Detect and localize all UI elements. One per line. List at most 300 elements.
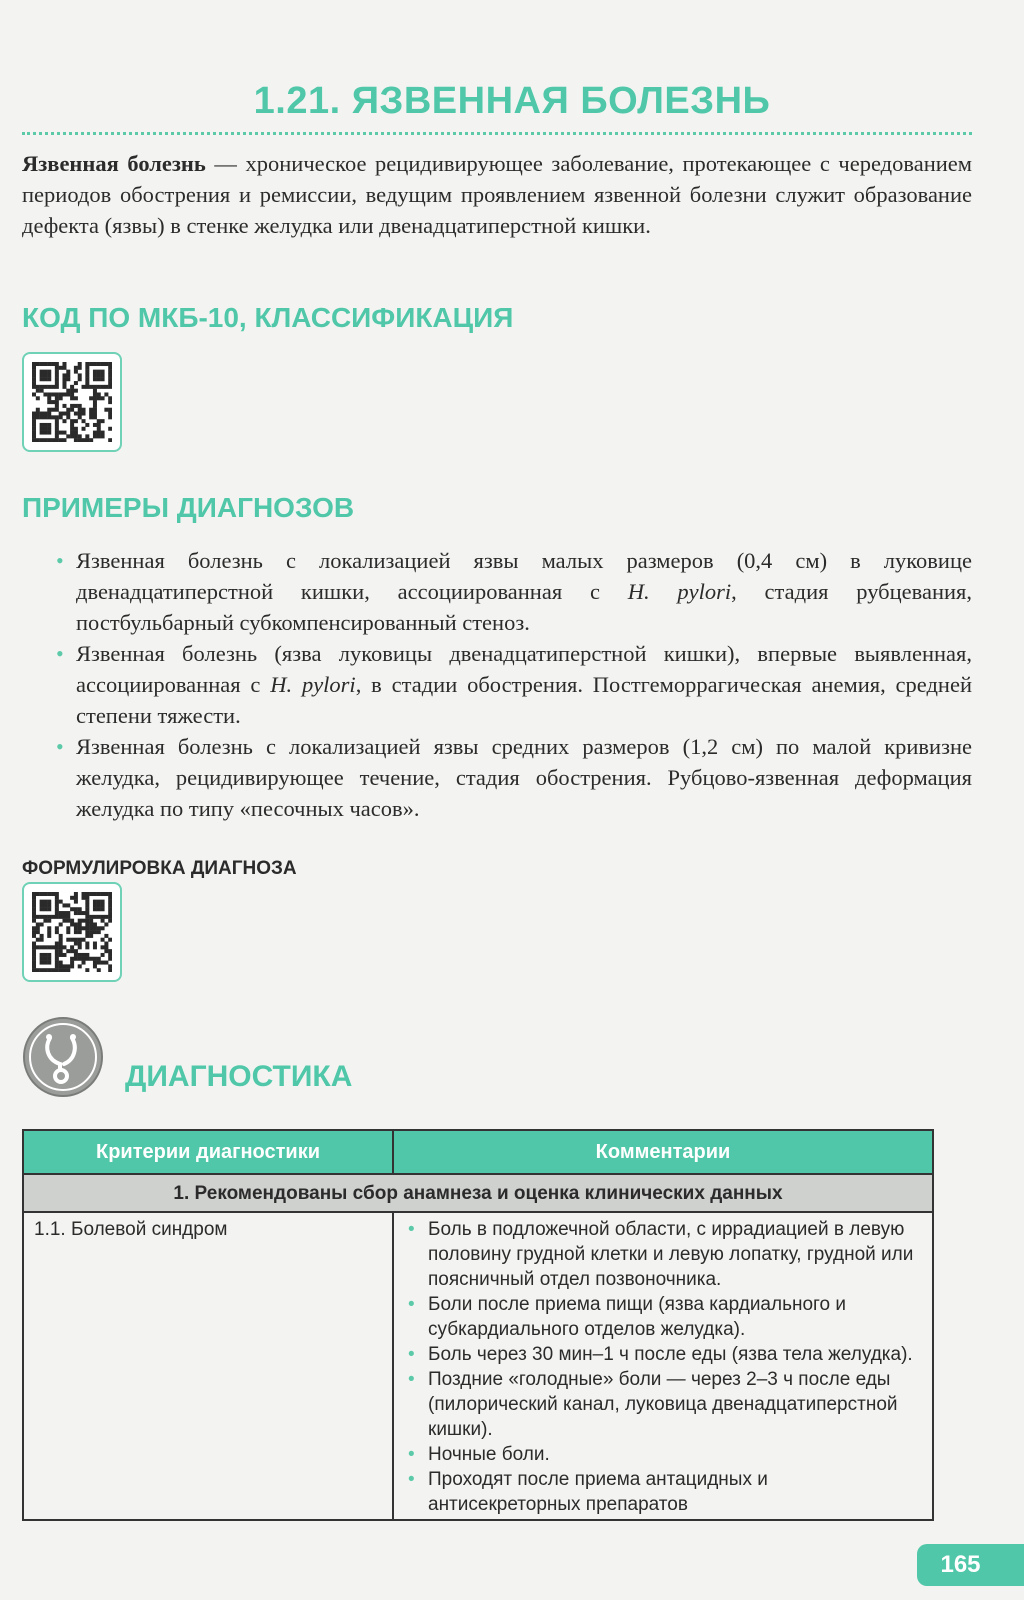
- qr-module: [85, 942, 89, 946]
- qr-module: [101, 892, 105, 896]
- qr-code-icon[interactable]: [22, 882, 122, 982]
- qr-module: [55, 408, 59, 412]
- qr-module: [74, 396, 78, 400]
- qr-module: [108, 968, 112, 972]
- qr-module: [93, 900, 97, 904]
- qr-module: [32, 366, 36, 370]
- diagnostics-table: [22, 1129, 934, 1521]
- qr-module: [104, 961, 108, 965]
- qr-module: [93, 434, 97, 438]
- qr-module: [59, 911, 63, 915]
- qr-module: [85, 438, 89, 442]
- qr-module: [101, 926, 105, 930]
- qr-module: [62, 945, 66, 949]
- qr-module: [70, 434, 74, 438]
- qr-module: [89, 930, 93, 934]
- comments-list: [404, 1217, 920, 1517]
- qr-module: [66, 919, 70, 923]
- qr-module: [97, 373, 101, 377]
- qr-module: [55, 907, 59, 911]
- qr-module: [66, 926, 70, 930]
- qr-module: [108, 366, 112, 370]
- qr-module: [104, 385, 108, 389]
- qr-module: [74, 404, 78, 408]
- qr-module: [43, 392, 47, 396]
- qr-module: [108, 408, 112, 412]
- qr-module: [70, 408, 74, 412]
- qr-module: [74, 892, 78, 896]
- qr-module: [55, 911, 59, 915]
- qr-module: [101, 915, 105, 919]
- qr-module: [93, 922, 97, 926]
- qr-module: [36, 389, 40, 393]
- qr-module: [85, 911, 89, 915]
- qr-module: [55, 900, 59, 904]
- qr-module: [108, 964, 112, 968]
- qr-module: [85, 953, 89, 957]
- qr-module: [89, 922, 93, 926]
- qr-module: [78, 362, 82, 366]
- qr-module: [85, 373, 89, 377]
- qr-module: [101, 373, 105, 377]
- qr-module: [40, 377, 44, 381]
- qr-module: [32, 953, 36, 957]
- qr-module: [108, 415, 112, 419]
- qr-module: [78, 373, 82, 377]
- qr-module: [62, 404, 66, 408]
- qr-module: [74, 427, 78, 431]
- qr-module: [55, 419, 59, 423]
- qr-module: [55, 423, 59, 427]
- qr-module: [59, 964, 63, 968]
- qr-module: [55, 949, 59, 953]
- qr-module: [51, 362, 55, 366]
- qr-module: [78, 408, 82, 412]
- qr-module: [108, 949, 112, 953]
- qr-module: [36, 968, 40, 972]
- qr-module: [85, 968, 89, 972]
- qr-module: [40, 961, 44, 965]
- qr-module: [108, 385, 112, 389]
- column-header-criteria: Критерии диагностики: [23, 1130, 393, 1174]
- qr-module: [43, 957, 47, 961]
- qr-module: [36, 930, 40, 934]
- qr-module: [93, 370, 97, 374]
- qr-module: [59, 438, 63, 442]
- qr-module: [32, 419, 36, 423]
- qr-module: [97, 957, 101, 961]
- qr-module: [74, 434, 78, 438]
- title-divider: [22, 132, 972, 135]
- qr-module: [74, 926, 78, 930]
- qr-module: [78, 366, 82, 370]
- qr-module: [59, 392, 63, 396]
- qr-module: [108, 900, 112, 904]
- qr-module: [82, 896, 86, 900]
- qr-module: [97, 968, 101, 972]
- qr-module: [108, 938, 112, 942]
- qr-module: [104, 915, 108, 919]
- qr-module: [85, 370, 89, 374]
- qr-module: [43, 961, 47, 965]
- qr-module: [55, 903, 59, 907]
- qr-module: [108, 919, 112, 923]
- qr-module: [74, 953, 78, 957]
- qr-module: [89, 396, 93, 400]
- qr-module: [36, 438, 40, 442]
- qr-module: [108, 370, 112, 374]
- qr-module: [47, 362, 51, 366]
- qr-module: [74, 896, 78, 900]
- qr-module: [40, 423, 44, 427]
- example-text-end: , в стадии обострения. Постгеморрагическая анемия, средней степени тяжести.: [76, 672, 972, 728]
- qr-module: [32, 942, 36, 946]
- qr-module: [93, 389, 97, 393]
- qr-module: [62, 953, 66, 957]
- qr-module: [74, 381, 78, 385]
- qr-module: [97, 396, 101, 400]
- qr-module: [47, 953, 51, 957]
- intro-text: — хроническое рецидивирующее заболевание, протекающее с чередованием периодов обострения и ремиссии, ведущим проявлением язвенной болезни служит образование дефекта (язвы) в стенке желудка или двенадцатиперстной кишки.: [22, 151, 972, 238]
- qr-module: [40, 922, 44, 926]
- qr-module: [82, 892, 86, 896]
- qr-module: [32, 968, 36, 972]
- qr-module: [74, 900, 78, 904]
- qr-module: [43, 385, 47, 389]
- qr-module: [32, 911, 36, 915]
- qr-module: [55, 896, 59, 900]
- qr-module: [43, 377, 47, 381]
- list-item: [22, 731, 972, 824]
- qr-module: [85, 915, 89, 919]
- qr-module: [97, 915, 101, 919]
- qr-module: [55, 961, 59, 965]
- qr-module: [55, 926, 59, 930]
- qr-module: [74, 419, 78, 423]
- qr-module: [97, 392, 101, 396]
- qr-module: [70, 957, 74, 961]
- qr-module: [62, 919, 66, 923]
- qr-module: [108, 903, 112, 907]
- list-item: • Проходят после приема антацидных и антисекреторных препаратов: [404, 1467, 920, 1517]
- qr-module: [93, 892, 97, 896]
- qr-module: [82, 938, 86, 942]
- qr-module: [47, 926, 51, 930]
- qr-module: [59, 949, 63, 953]
- qr-module: [51, 392, 55, 396]
- qr-module: [40, 892, 44, 896]
- qr-module: [108, 892, 112, 896]
- qr-module: [40, 438, 44, 442]
- qr-module: [97, 377, 101, 381]
- qr-module: [62, 385, 66, 389]
- qr-module: [89, 385, 93, 389]
- qr-module: [51, 915, 55, 919]
- qr-module: [93, 961, 97, 965]
- qr-code-icon[interactable]: [22, 352, 122, 452]
- intro-paragraph: [22, 148, 972, 241]
- qr-module: [108, 377, 112, 381]
- list-item: • Боль через 30 мин–1 ч после еды (язва тела желудка).: [404, 1342, 920, 1367]
- qr-module: [78, 438, 82, 442]
- qr-module: [43, 431, 47, 435]
- qr-module: [97, 907, 101, 911]
- qr-module: [66, 389, 70, 393]
- qr-module: [70, 389, 74, 393]
- qr-module: [32, 412, 36, 416]
- qr-module: [78, 907, 82, 911]
- qr-module: [104, 934, 108, 938]
- qr-module: [43, 919, 47, 923]
- qr-module: [70, 907, 74, 911]
- qr-module: [32, 362, 36, 366]
- qr-module: [62, 362, 66, 366]
- qr-module: [40, 957, 44, 961]
- qr-module: [59, 900, 63, 904]
- qr-module: [82, 385, 86, 389]
- qr-module: [93, 964, 97, 968]
- list-item: [22, 545, 972, 638]
- qr-module: [47, 385, 51, 389]
- qr-module: [97, 362, 101, 366]
- qr-module: [36, 915, 40, 919]
- qr-module: [40, 907, 44, 911]
- qr-module: [47, 968, 51, 972]
- qr-module: [70, 922, 74, 926]
- qr-module: [55, 431, 59, 435]
- qr-module: [55, 392, 59, 396]
- qr-module: [59, 938, 63, 942]
- qr-code-graphic: [32, 892, 112, 972]
- qr-module: [93, 404, 97, 408]
- qr-module: [55, 427, 59, 431]
- qr-module: [78, 942, 82, 946]
- qr-module: [97, 423, 101, 427]
- qr-module: [43, 415, 47, 419]
- qr-module: [101, 907, 105, 911]
- qr-module: [32, 392, 36, 396]
- qr-module: [82, 919, 86, 923]
- qr-module: [93, 362, 97, 366]
- qr-module: [47, 919, 51, 923]
- qr-module: [74, 370, 78, 374]
- section-row-label: 1. Рекомендованы сбор анамнеза и оценка клинических данных: [23, 1174, 933, 1212]
- qr-module: [47, 427, 51, 431]
- qr-module: [78, 945, 82, 949]
- qr-module: [104, 945, 108, 949]
- qr-module: [40, 370, 44, 374]
- qr-module: [59, 431, 63, 435]
- qr-module: [70, 419, 74, 423]
- qr-module: [89, 415, 93, 419]
- qr-module: [32, 926, 36, 930]
- qr-module: [32, 381, 36, 385]
- qr-module: [59, 915, 63, 919]
- qr-module: [43, 370, 47, 374]
- qr-module: [101, 370, 105, 374]
- qr-module: [32, 900, 36, 904]
- qr-module: [74, 922, 78, 926]
- qr-module: [74, 949, 78, 953]
- qr-module: [36, 945, 40, 949]
- qr-module: [104, 408, 108, 412]
- qr-module: [66, 903, 70, 907]
- qr-module: [74, 911, 78, 915]
- qr-module: [32, 896, 36, 900]
- qr-module: [47, 370, 51, 374]
- qr-module: [40, 415, 44, 419]
- qr-module: [51, 408, 55, 412]
- qr-module: [93, 945, 97, 949]
- qr-module: [55, 370, 59, 374]
- qr-module: [74, 438, 78, 442]
- qr-module: [78, 404, 82, 408]
- qr-module: [85, 926, 89, 930]
- qr-module: [55, 373, 59, 377]
- qr-module: [78, 922, 82, 926]
- qr-module: [43, 915, 47, 919]
- qr-module: [62, 381, 66, 385]
- qr-module: [55, 377, 59, 381]
- qr-module: [70, 385, 74, 389]
- qr-module: [97, 385, 101, 389]
- qr-module: [59, 968, 63, 972]
- qr-module: [82, 957, 86, 961]
- qr-module: [82, 953, 86, 957]
- qr-module: [66, 911, 70, 915]
- qr-module: [51, 945, 55, 949]
- qr-module: [85, 930, 89, 934]
- qr-module: [55, 953, 59, 957]
- qr-module: [89, 926, 93, 930]
- qr-module: [43, 427, 47, 431]
- qr-module: [55, 404, 59, 408]
- qr-module: [62, 903, 66, 907]
- qr-module: [32, 903, 36, 907]
- qr-module: [55, 930, 59, 934]
- qr-module: [47, 377, 51, 381]
- qr-module: [104, 892, 108, 896]
- qr-module: [55, 957, 59, 961]
- qr-module: [101, 961, 105, 965]
- qr-module: [108, 438, 112, 442]
- qr-module: [32, 385, 36, 389]
- qr-module: [51, 385, 55, 389]
- qr-module: [97, 926, 101, 930]
- qr-module: [47, 431, 51, 435]
- qr-module: [32, 434, 36, 438]
- qr-module: [62, 911, 66, 915]
- qr-module: [55, 381, 59, 385]
- qr-module: [108, 911, 112, 915]
- qr-module: [32, 949, 36, 953]
- qr-module: [89, 915, 93, 919]
- qr-module: [82, 438, 86, 442]
- qr-module: [59, 412, 63, 416]
- column-header-comments: Комментарии: [393, 1130, 933, 1174]
- qr-module: [32, 377, 36, 381]
- qr-module: [43, 968, 47, 972]
- qr-module: [36, 922, 40, 926]
- qr-module: [40, 938, 44, 942]
- qr-module: [74, 930, 78, 934]
- qr-module: [85, 434, 89, 438]
- qr-module: [55, 438, 59, 442]
- qr-module: [32, 423, 36, 427]
- qr-module: [108, 373, 112, 377]
- criterion-cell: 1.1. Болевой синдром: [23, 1212, 393, 1520]
- qr-module: [47, 892, 51, 896]
- qr-module: [32, 957, 36, 961]
- qr-module: [51, 400, 55, 404]
- qr-module: [89, 408, 93, 412]
- list-item: • Поздние «голодные» боли — через 2–3 ч после еды (пилорический канал, луковица двенадцатиперстной кишки).: [404, 1367, 920, 1442]
- qr-module: [59, 366, 63, 370]
- qr-module: [32, 892, 36, 896]
- qr-module: [85, 934, 89, 938]
- qr-module: [62, 419, 66, 423]
- qr-module: [62, 915, 66, 919]
- qr-module: [32, 930, 36, 934]
- qr-module: [40, 915, 44, 919]
- qr-module: [108, 953, 112, 957]
- qr-module: [59, 961, 63, 965]
- qr-module: [40, 431, 44, 435]
- qr-module: [51, 968, 55, 972]
- qr-module: [32, 438, 36, 442]
- qr-module: [62, 964, 66, 968]
- qr-module: [78, 377, 82, 381]
- qr-module: [70, 949, 74, 953]
- qr-module: [47, 396, 51, 400]
- qr-module: [97, 900, 101, 904]
- qr-module: [89, 892, 93, 896]
- qr-module: [55, 915, 59, 919]
- qr-module: [93, 957, 97, 961]
- qr-module: [82, 412, 86, 416]
- qr-module: [40, 427, 44, 431]
- qr-module: [59, 415, 63, 419]
- qr-module: [74, 907, 78, 911]
- qr-module: [59, 934, 63, 938]
- qr-module: [66, 938, 70, 942]
- qr-module: [70, 945, 74, 949]
- qr-module: [108, 396, 112, 400]
- qr-module: [78, 964, 82, 968]
- qr-module: [108, 412, 112, 416]
- qr-module: [47, 957, 51, 961]
- qr-module: [97, 434, 101, 438]
- qr-module: [66, 412, 70, 416]
- qr-module: [101, 945, 105, 949]
- qr-module: [78, 412, 82, 416]
- qr-module: [89, 957, 93, 961]
- qr-module: [55, 892, 59, 896]
- qr-module: [66, 373, 70, 377]
- qr-module: [93, 431, 97, 435]
- qr-module: [62, 366, 66, 370]
- qr-module: [40, 412, 44, 416]
- qr-module: [93, 373, 97, 377]
- qr-module: [70, 431, 74, 435]
- qr-module: [70, 919, 74, 923]
- qr-module: [47, 945, 51, 949]
- qr-module: [43, 362, 47, 366]
- qr-module: [85, 907, 89, 911]
- qr-module: [101, 396, 105, 400]
- qr-module: [32, 934, 36, 938]
- qr-module: [66, 930, 70, 934]
